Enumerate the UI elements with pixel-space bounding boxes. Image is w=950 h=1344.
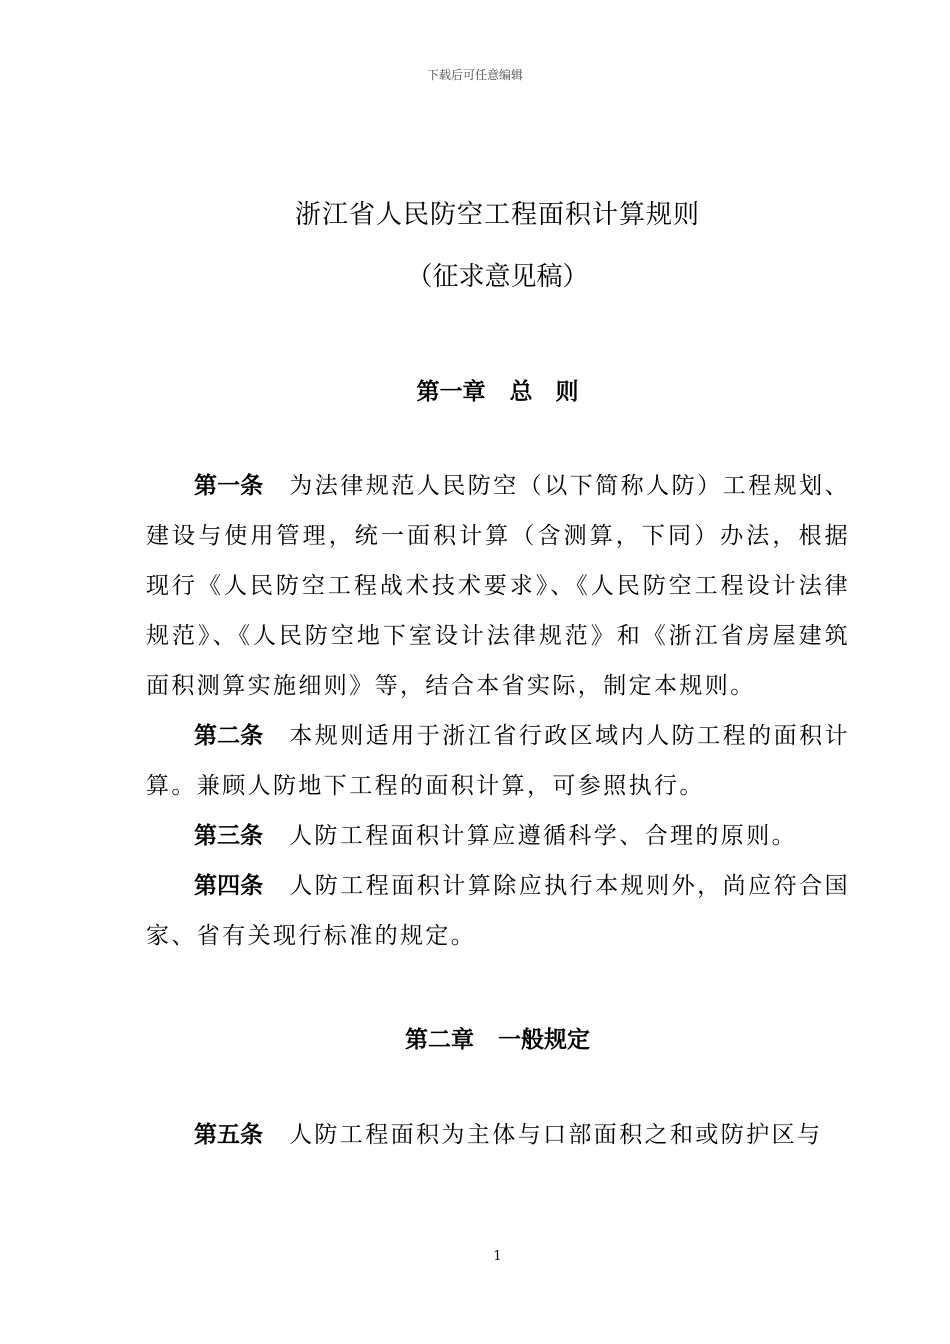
document-title: 浙江省人民防空工程面积计算规则 bbox=[294, 200, 700, 230]
article-2-number: 第二条 bbox=[194, 723, 264, 749]
header-note: 下载后可任意编辑 bbox=[426, 68, 523, 82]
article-1-text: 为法律规范人民防空（以下简称人防）工程规划、建设与使用管理，统一面积计算（含测算，下同）办法，根据现行《人民防空工程战术技术要求》、《人民防空工程设计法律规范》、《人民防空地下室设计法律规范》和《浙江省房屋建筑面积测算实施细则》等，结合本省实际，制定本规则。 bbox=[146, 473, 850, 699]
article-4 bbox=[146, 861, 850, 961]
article-4-number: 第四条 bbox=[194, 873, 264, 899]
chapter-1-heading bbox=[0, 373, 950, 406]
article-5-text: 人防工程面积为主体与口部面积之和或防护区与 bbox=[289, 1122, 823, 1148]
chapter-2-name: 一般规定 bbox=[498, 1027, 590, 1053]
article-3 bbox=[146, 811, 850, 861]
article-3-text: 人防工程面积计算应遵循科学、合理的原则。 bbox=[289, 823, 797, 849]
page-number: 1 bbox=[493, 1249, 502, 1264]
chapter-2-heading bbox=[0, 1021, 950, 1054]
article-5-number: 第五条 bbox=[194, 1122, 263, 1148]
article-3-number: 第三条 bbox=[194, 823, 263, 849]
chapter-2-number: 第二章 bbox=[405, 1027, 474, 1053]
article-5 bbox=[146, 1110, 850, 1160]
document-subtitle: （征求意见稿） bbox=[406, 262, 589, 292]
article-4-text: 人防工程面积计算除应执行本规则外，尚应符合国家、省有关现行标准的规定。 bbox=[146, 873, 850, 949]
article-2 bbox=[146, 711, 850, 811]
article-1-number: 第一条 bbox=[194, 473, 264, 499]
article-2-text: 本规则适用于浙江省行政区域内人防工程的面积计算。兼顾人防地下工程的面积计算，可参照执行。 bbox=[146, 723, 850, 799]
chapter-1-number: 第一章 bbox=[416, 379, 486, 405]
article-1 bbox=[146, 461, 850, 711]
chapter-1-name: 总 则 bbox=[509, 379, 579, 405]
